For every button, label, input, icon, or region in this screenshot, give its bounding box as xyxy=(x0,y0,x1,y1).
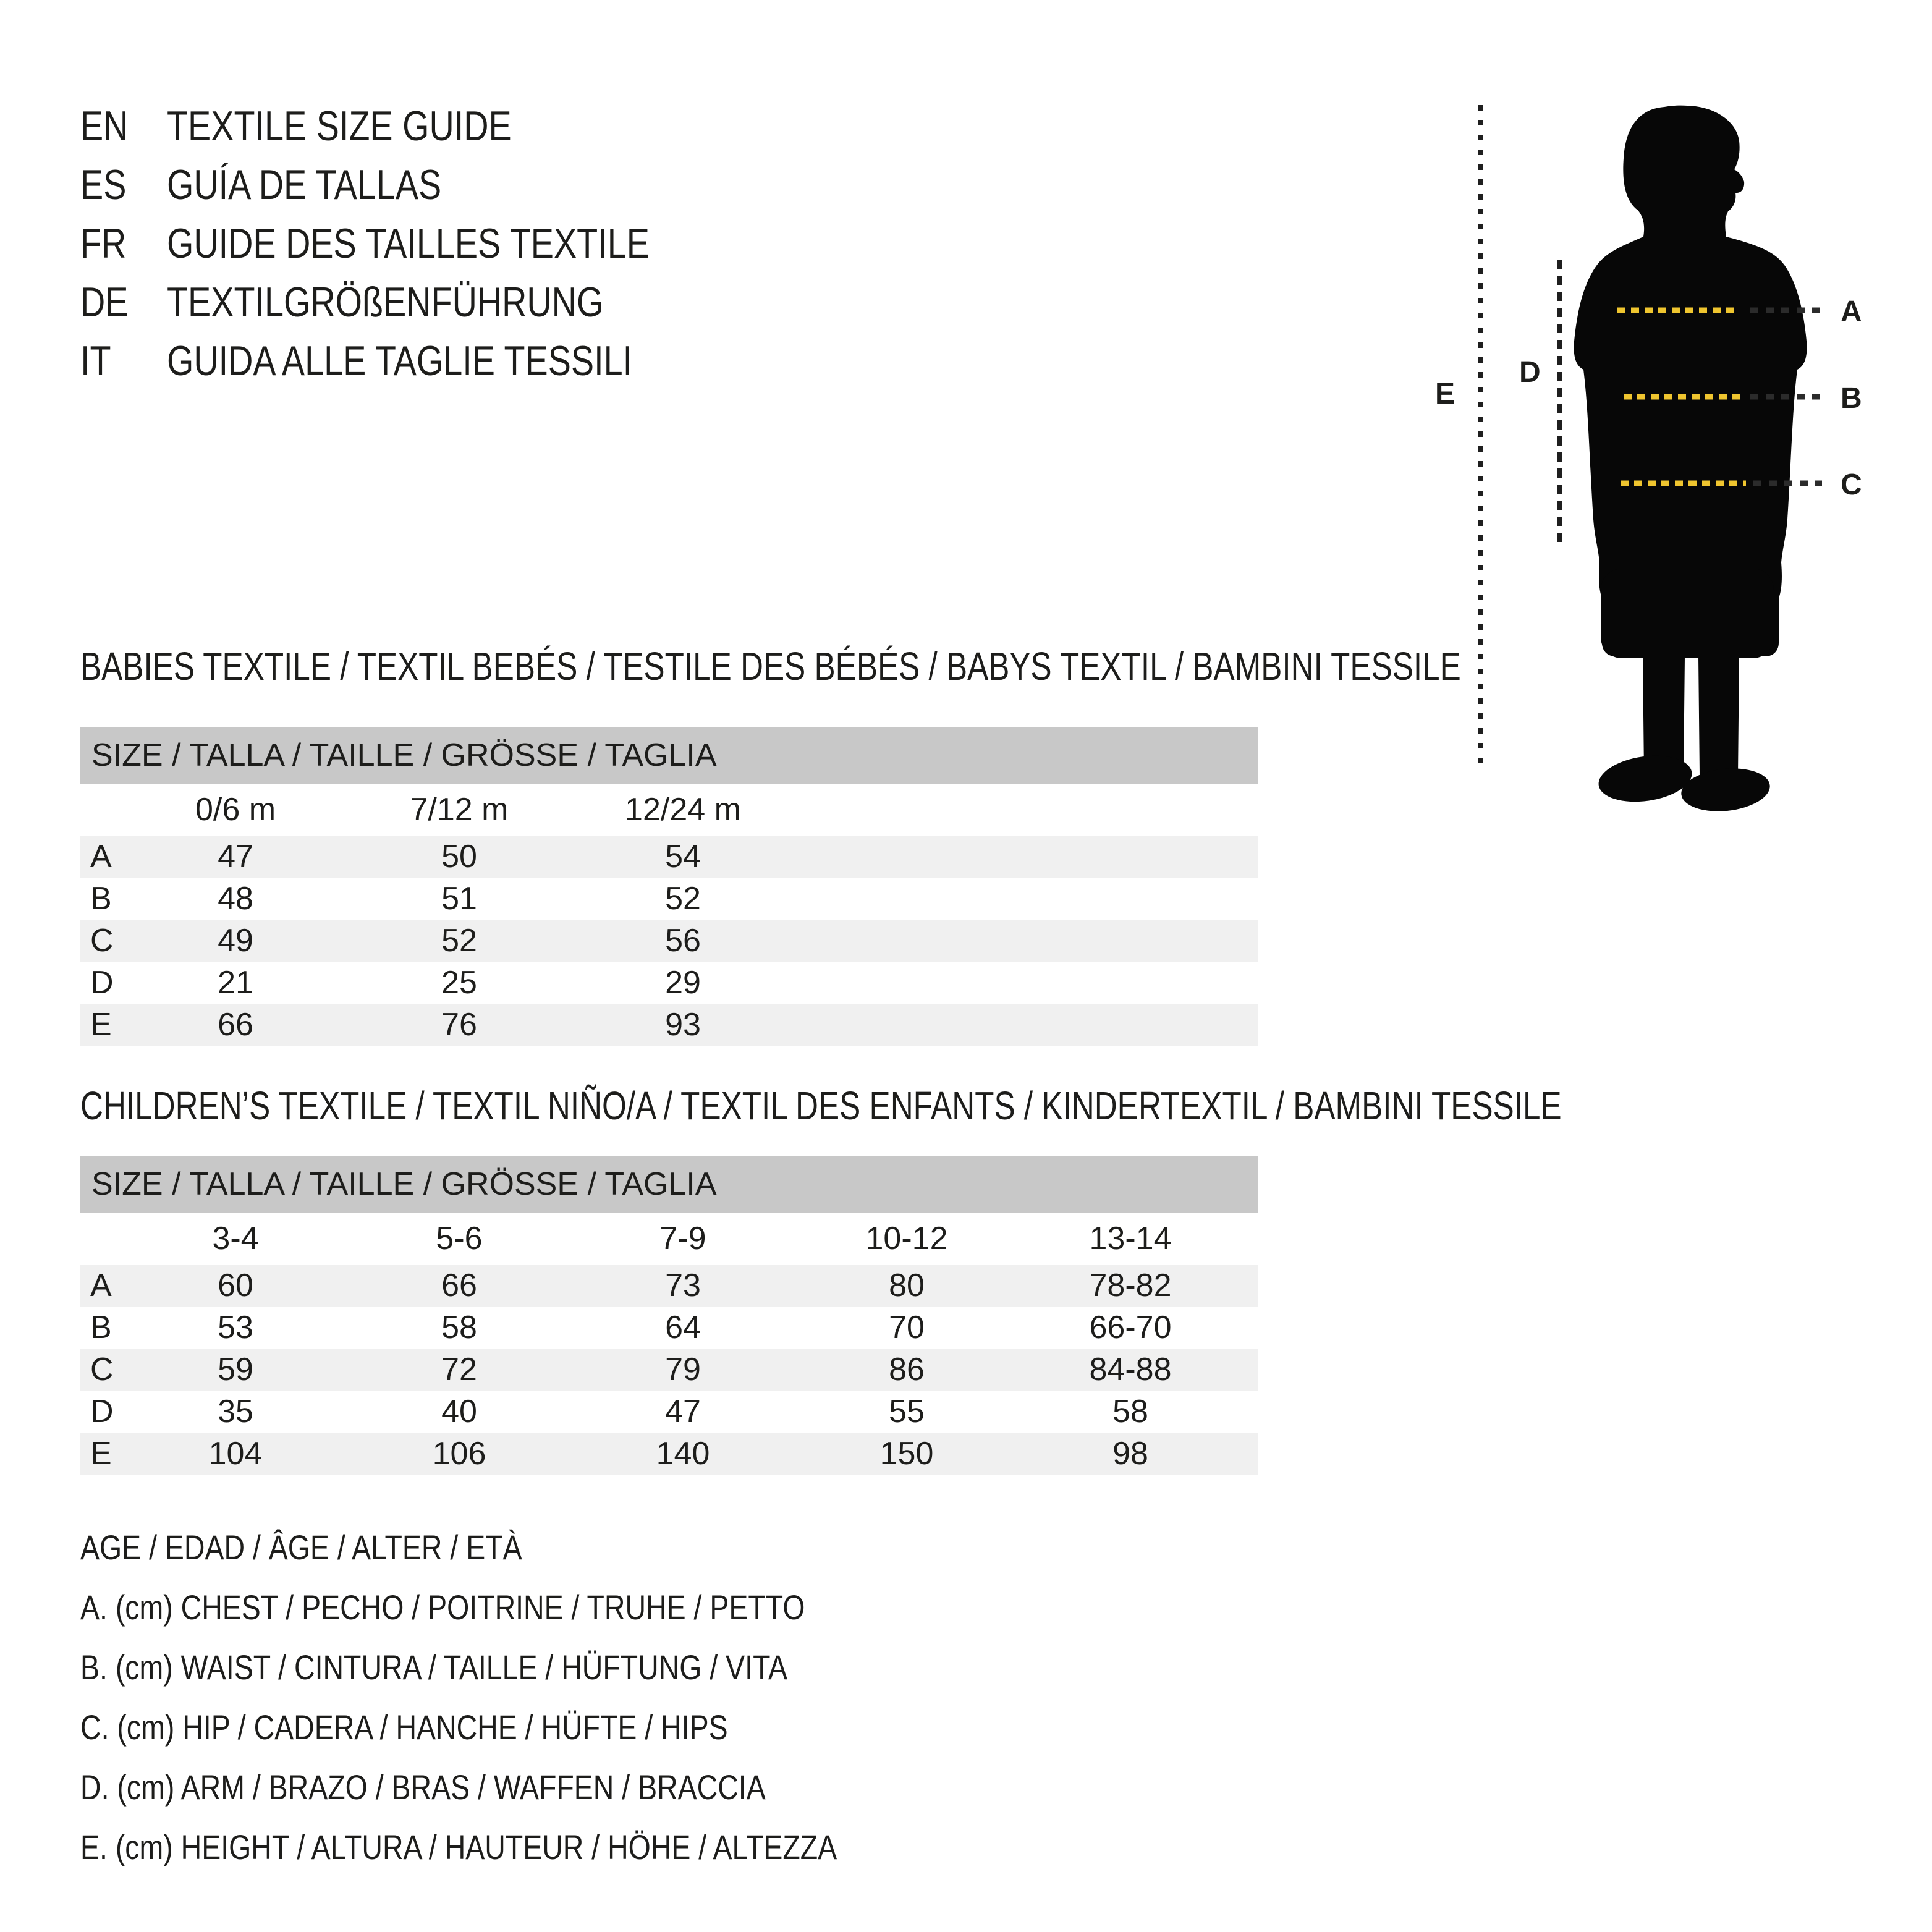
row-label: E xyxy=(90,1007,112,1043)
table-row xyxy=(80,1004,1258,1046)
table-cell: 73 xyxy=(665,1268,701,1303)
children-column-header-row xyxy=(80,1213,1258,1265)
table-cell: 58 xyxy=(441,1310,477,1345)
measurement-diagram xyxy=(1421,62,1932,834)
table-cell: 52 xyxy=(665,881,701,917)
row-label: C xyxy=(90,1352,114,1388)
table-row xyxy=(80,1391,1258,1433)
table-cell: 35 xyxy=(218,1394,253,1430)
table-row xyxy=(80,1349,1258,1391)
table-cell: 98 xyxy=(1112,1436,1148,1472)
arm-label: D xyxy=(1519,356,1541,389)
language-row-de xyxy=(80,273,755,331)
table-cell: 47 xyxy=(218,839,253,875)
guide-title-es: GUÍA DE TALLAS xyxy=(167,161,442,208)
size-header-text: SIZE / TALLA / TAILLE / GRÖSSE / TAGLIA xyxy=(91,1166,717,1202)
table-cell: 150 xyxy=(879,1436,934,1472)
table-cell: 64 xyxy=(665,1310,701,1345)
child-shorts-shape xyxy=(1601,569,1774,658)
child-right-shoe xyxy=(1679,765,1772,816)
guide-title-it: GUIDA ALLE TAGLIE TESSILI xyxy=(167,337,633,384)
size-header-text: SIZE / TALLA / TAILLE / GRÖSSE / TAGLIA xyxy=(91,737,717,773)
children-size-table xyxy=(80,1156,1258,1475)
table-row xyxy=(80,878,1258,920)
table-cell: 21 xyxy=(218,965,253,1001)
height-label: E xyxy=(1435,378,1455,410)
children-size-header-bar xyxy=(80,1156,1258,1213)
table-cell: 60 xyxy=(218,1268,253,1303)
waist-label: B xyxy=(1841,382,1862,415)
guide-title-fr: GUIDE DES TAILLES TEXTILE xyxy=(167,219,650,267)
column-header: 5-6 xyxy=(436,1221,483,1256)
table-cell: 25 xyxy=(441,965,477,1001)
table-cell: 48 xyxy=(218,881,253,917)
table-cell: 104 xyxy=(208,1436,263,1472)
table-cell: 140 xyxy=(656,1436,710,1472)
table-cell: 76 xyxy=(441,1007,477,1043)
row-label: E xyxy=(90,1436,112,1472)
table-cell: 79 xyxy=(665,1352,701,1388)
table-cell: 72 xyxy=(441,1352,477,1388)
row-label: C xyxy=(90,923,114,959)
hip-label: C xyxy=(1841,468,1862,501)
table-cell: 56 xyxy=(665,923,701,959)
babies-size-header-bar xyxy=(80,727,1258,784)
table-cell: 58 xyxy=(1112,1394,1148,1430)
table-cell: 53 xyxy=(218,1310,253,1345)
legend-height: E. (cm) HEIGHT / ALTURA / HAUTEUR / HÖHE / ALTEZZA xyxy=(80,1828,837,1866)
table-cell: 70 xyxy=(889,1310,925,1345)
row-label: D xyxy=(90,965,114,1001)
table-row xyxy=(80,962,1258,1004)
table-row xyxy=(80,1433,1258,1475)
row-label: A xyxy=(90,839,112,875)
language-code: EN xyxy=(80,102,129,150)
table-row xyxy=(80,920,1258,962)
table-cell: 40 xyxy=(441,1394,477,1430)
table-cell: 80 xyxy=(889,1268,925,1303)
table-row xyxy=(80,1265,1258,1307)
table-cell: 66 xyxy=(441,1268,477,1303)
guide-title-en: TEXTILE SIZE GUIDE xyxy=(167,102,512,150)
legend-age: AGE / EDAD / ÂGE / ALTER / ETÀ xyxy=(80,1528,522,1567)
table-cell: 66 xyxy=(218,1007,253,1043)
column-header: 13-14 xyxy=(1089,1221,1172,1256)
language-row-es xyxy=(80,155,755,214)
legend-hip: C. (cm) HIP / CADERA / HANCHE / HÜFTE / HIPS xyxy=(80,1708,728,1747)
children-section-title: CHILDREN’S TEXTILE / TEXTIL NIÑO/A / TEXTIL DES ENFANTS / KINDERTEXTIL / BAMBINI TESSILE xyxy=(80,1083,1562,1128)
column-header: 10-12 xyxy=(865,1221,948,1256)
table-cell: 29 xyxy=(665,965,701,1001)
language-code: DE xyxy=(80,278,129,326)
column-header: 12/24 m xyxy=(625,792,741,828)
column-header: 0/6 m xyxy=(195,792,276,828)
table-cell: 55 xyxy=(889,1394,925,1430)
row-label: B xyxy=(90,881,112,917)
child-silhouette xyxy=(1574,106,1807,816)
legend-waist: B. (cm) WAIST / CINTURA / TAILLE / HÜFTUNG / VITA xyxy=(80,1648,788,1687)
table-cell: 66-70 xyxy=(1089,1310,1172,1345)
row-label: D xyxy=(90,1394,114,1430)
column-header: 7/12 m xyxy=(410,792,509,828)
table-cell: 93 xyxy=(665,1007,701,1043)
row-label: A xyxy=(90,1268,112,1303)
column-header: 3-4 xyxy=(212,1221,259,1256)
table-cell: 84-88 xyxy=(1089,1352,1172,1388)
row-label: B xyxy=(90,1310,112,1345)
chest-label: A xyxy=(1841,295,1862,328)
table-row xyxy=(80,1307,1258,1349)
language-row-it xyxy=(80,331,755,390)
language-code: FR xyxy=(80,219,127,267)
table-cell: 54 xyxy=(665,839,701,875)
legend-arm: D. (cm) ARM / BRAZO / BRAS / WAFFEN / BRACCIA xyxy=(80,1768,766,1807)
babies-section-title: BABIES TEXTILE / TEXTIL BEBÉS / TESTILE DES BÉBÉS / BABYS TEXTIL / BAMBINI TESSILE xyxy=(80,644,1461,688)
table-cell: 86 xyxy=(889,1352,925,1388)
table-cell: 47 xyxy=(665,1394,701,1430)
language-code: IT xyxy=(80,337,111,384)
table-cell: 78-82 xyxy=(1089,1268,1172,1303)
legend-chest: A. (cm) CHEST / PECHO / POITRINE / TRUHE / PETTO xyxy=(80,1588,805,1627)
table-cell: 51 xyxy=(441,881,477,917)
table-cell: 49 xyxy=(218,923,253,959)
guide-title-de: TEXTILGRÖßENFÜHRUNG xyxy=(167,278,604,326)
table-row xyxy=(80,836,1258,878)
measurement-legend xyxy=(80,1517,992,1877)
babies-size-table xyxy=(80,727,1258,1046)
table-cell: 52 xyxy=(441,923,477,959)
language-title-list xyxy=(80,96,755,390)
language-row-fr xyxy=(80,214,755,273)
table-cell: 50 xyxy=(441,839,477,875)
table-cell: 59 xyxy=(218,1352,253,1388)
language-row-en xyxy=(80,96,755,155)
language-code: ES xyxy=(80,161,127,208)
table-cell: 106 xyxy=(432,1436,486,1472)
column-header: 7-9 xyxy=(659,1221,706,1256)
babies-column-header-row xyxy=(80,784,1258,836)
